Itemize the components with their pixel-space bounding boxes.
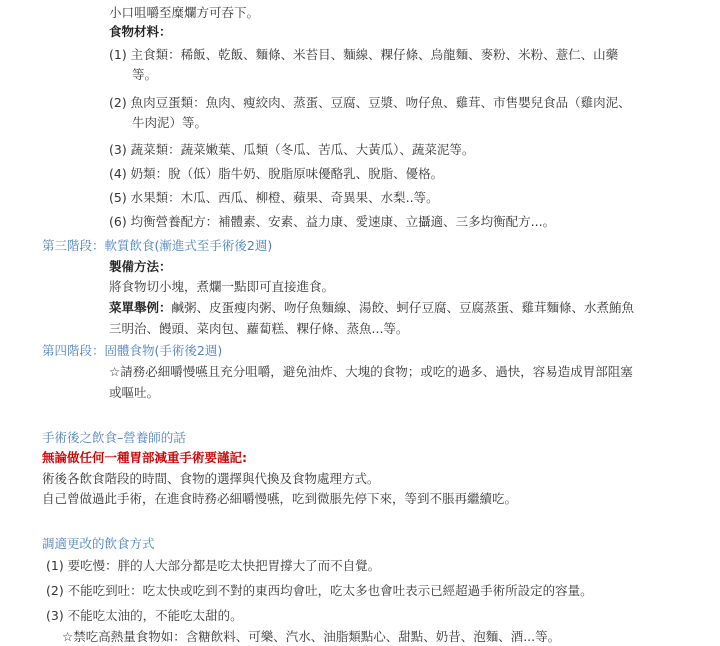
material-item-1: (1) 主食類：稀飯、乾飯、麵條、米苔目、麵線、粿仔條、烏龍麵、麥粉、米粉、薏仁、山藥 <box>109 47 619 62</box>
adjust-item-1: (1) 要吃慢：胖的人大部分都是吃太快把胃撐大了而不自覺。 <box>46 558 381 573</box>
material-item-6: (6) 均衡營養配方：補體素、安素、益力康、愛速康、立攝適、三多均衡配方...。 <box>109 214 556 229</box>
adjust-heading: 調適更改的飲食方式 <box>42 536 155 551</box>
stage4-note: ☆請務必細嚼慢嚥且充分咀嚼，避免油炸、大塊的食物；或吃的過多、過快，容易造成胃部阻塞 <box>109 364 633 379</box>
intro-text: 小口咀嚼至糜爛方可吞下。 <box>109 5 260 20</box>
stage4-note-cont: 或嘔吐。 <box>109 385 160 400</box>
stage4-heading: 第四階段：固體食物(手術後2週) <box>42 343 223 358</box>
stage3-heading: 第三階段：軟質飲食(漸進式至手術後2週) <box>42 238 273 253</box>
adjust-item-4: ☆禁吃高熱量食物如：含糖飲料、可樂、汽水、油脂類點心、甜點、奶昔、泡麵、酒...等。 <box>62 629 561 644</box>
dietitian-warning: 無論做任何一種胃部減重手術要謹記: <box>42 450 247 465</box>
stage3-menu-row <box>109 299 634 317</box>
stage3-method-text: 將食物切小塊，煮爛一點即可直接進食。 <box>109 279 335 294</box>
material-item-1-cont: 等。 <box>132 67 158 82</box>
material-item-2: (2) 魚肉豆蛋類：魚肉、瘦絞肉、蒸蛋、豆腐、豆漿、吻仔魚、雞茸、市售嬰兒食品（雞肉泥、 <box>109 95 631 110</box>
dietitian-heading: 手術後之飲食–營養師的話 <box>42 430 186 445</box>
material-item-2-cont: 牛肉泥）等。 <box>132 115 208 130</box>
material-item-5: (5) 水果類：木瓜、西瓜、柳橙、蘋果、奇異果、水梨..等。 <box>109 190 439 205</box>
material-item-4: (4) 奶類：脫（低）脂牛奶、脫脂原味優酪乳、脫脂、優格。 <box>109 166 444 181</box>
stage3-menu-text: 鹹粥、皮蛋瘦肉粥、吻仔魚麵線、湯餃、蚵仔豆腐、豆腐蒸蛋、雞茸麵條、水煮鮪魚 <box>171 300 635 315</box>
stage3-menu-label: 菜單舉例： <box>109 300 172 315</box>
material-item-3: (3) 蔬菜類：蔬菜嫩葉、瓜類（冬瓜、苦瓜、大黃瓜）、蔬菜泥等。 <box>109 142 475 157</box>
food-materials-heading: 食物材料： <box>109 24 172 39</box>
adjust-item-3: (3) 不能吃太油的，不能吃太甜的。 <box>46 608 243 623</box>
dietitian-line-2: 自己曾做過此手術，在進食時務必細嚼慢嚥，吃到微脹先停下來，等到不脹再繼續吃。 <box>42 491 518 506</box>
stage3-method-label: 製備方法： <box>109 259 172 274</box>
stage3-menu-text-cont: 三明治、饅頭、菜肉包、蘿蔔糕、粿仔條、蒸魚...等。 <box>109 321 409 336</box>
adjust-item-2: (2) 不能吃到吐：吃太快或吃到不對的東西均會吐，吃太多也會吐表示已經超過手術所設定的容量。 <box>46 583 593 598</box>
dietitian-line-1: 術後各飲食階段的時間、食物的選擇與代換及食物處理方式。 <box>42 471 380 486</box>
